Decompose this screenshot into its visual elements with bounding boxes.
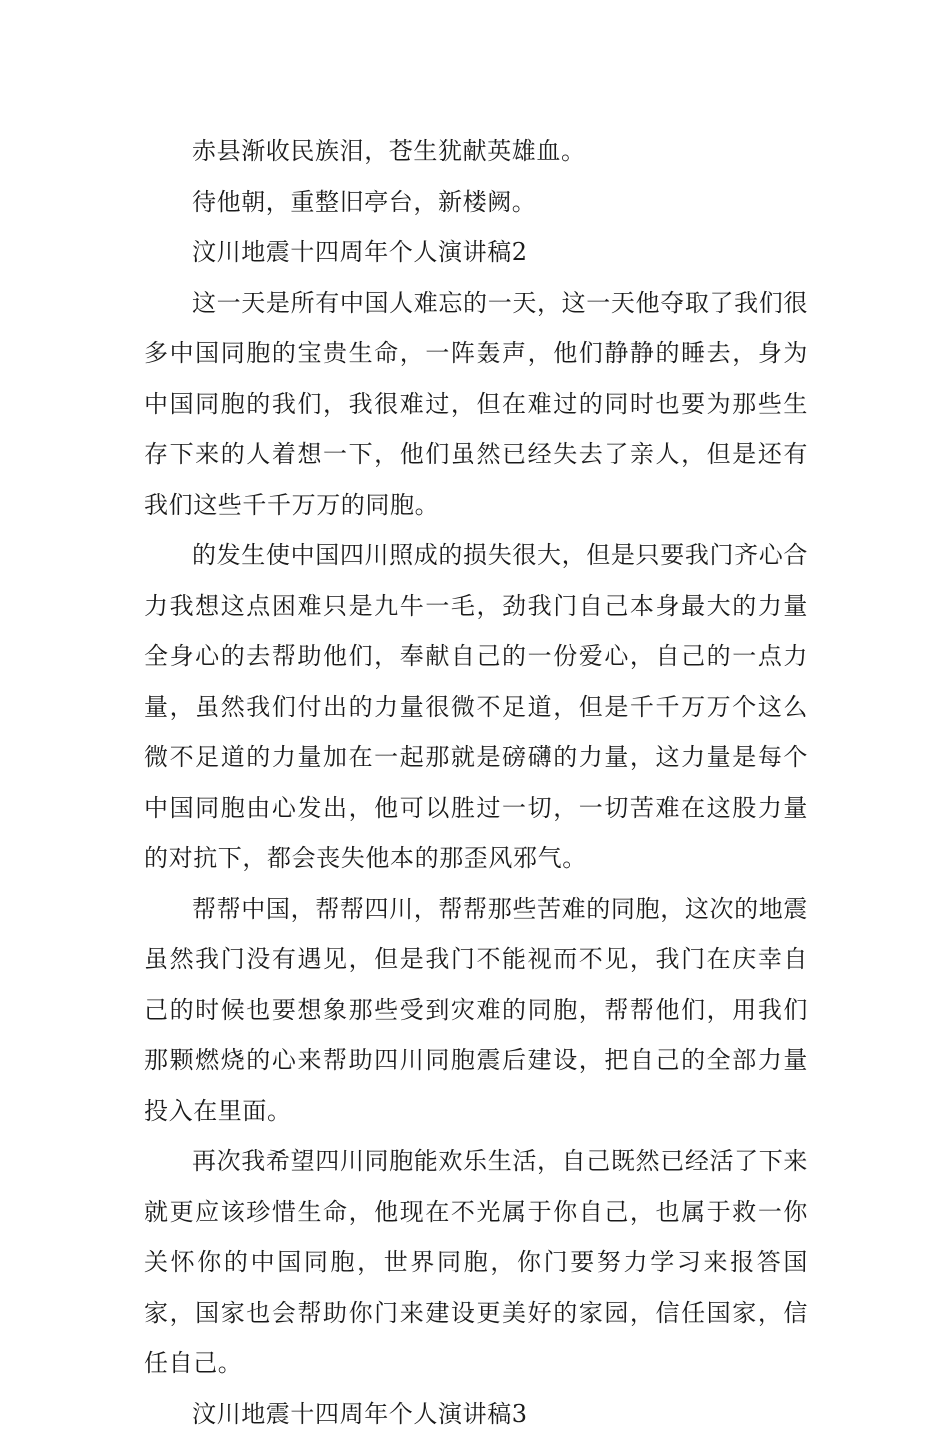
body-paragraph: 的发生使中国四川照成的损失很大，但是只要我门齐心合力我想这点困难只是九牛一毛，劲我门自己本身最大的力量全身心的去帮助他们，奉献自己的一份爱心，自己的一点力量，虽然我们付出的力量很微不足道，但是千千万万个这么微不足道的力量加在一起那就是磅礴的力量，这力量是每个中国同胞由心发出，他可以胜过一切，一切苦难在这股力量的对抗下，都会丧失他本的那歪风邪气。: [144, 530, 808, 884]
body-paragraph: 再次我希望四川同胞能欢乐生活，自己既然已经活了下来就更应该珍惜生命，他现在不光属于你自己，也属于救一你关怀你的中国同胞，世界同胞，你门要努力学习来报答国家，国家也会帮助你门来建设更美好的家园，信任国家，信任自己。: [144, 1136, 808, 1389]
poem-line: 待他朝，重整旧亭台，新楼阙。: [144, 177, 808, 228]
body-paragraph: 这一天是所有中国人难忘的一天，这一天他夺取了我们很多中国同胞的宝贵生命，一阵轰声，他们静静的睡去，身为中国同胞的我们，我很难过，但在难过的同时也要为那些生存下来的人着想一下，他们虽然已经失去了亲人，但是还有我们这些千千万万的同胞。: [144, 278, 808, 531]
poem-line: 赤县渐收民族泪，苍生犹献英雄血。: [144, 126, 808, 177]
section-heading: 汶川地震十四周年个人演讲稿2: [144, 227, 808, 278]
section-heading: 汶川地震十四周年个人演讲稿3: [144, 1389, 808, 1439]
body-paragraph: 帮帮中国，帮帮四川，帮帮那些苦难的同胞，这次的地震虽然我门没有遇见，但是我门不能视而不见，我门在庆幸自己的时候也要想象那些受到灾难的同胞，帮帮他们，用我们那颗燃烧的心来帮助四川同胞震后建设，把自己的全部力量投入在里面。: [144, 884, 808, 1137]
document-body: [144, 126, 808, 1439]
